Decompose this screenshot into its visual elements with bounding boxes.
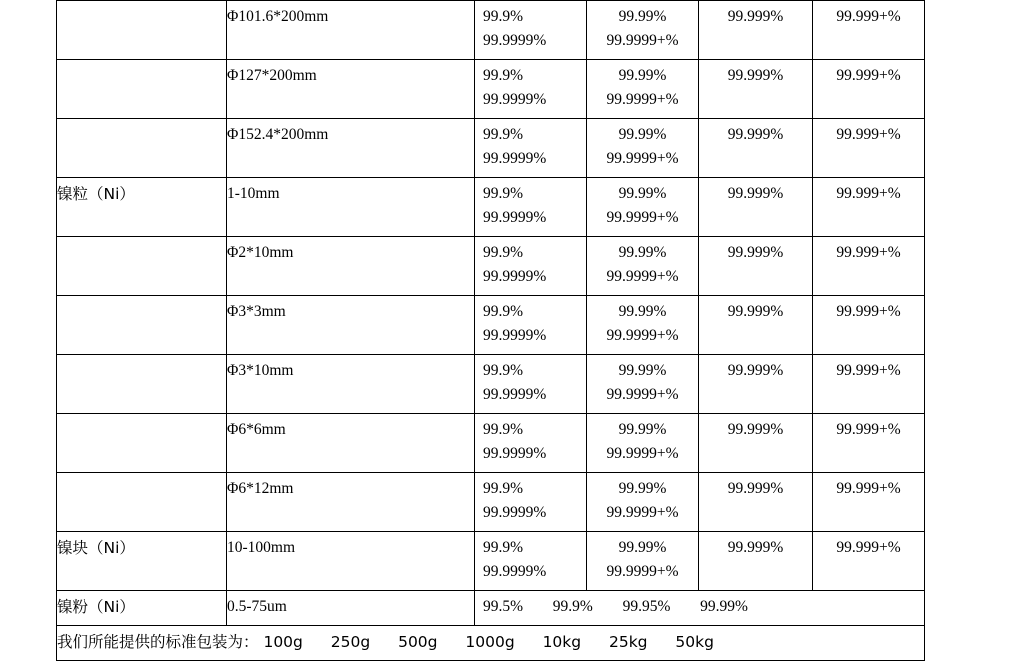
cell-purity-1 [475, 119, 587, 178]
cell-purity-1 [475, 60, 587, 119]
table-row [57, 60, 925, 119]
purity-line-1: 99.9% [483, 480, 524, 498]
cell-product-name [57, 355, 227, 414]
purity-line-2: 99.9999% [483, 445, 547, 463]
purity-line-1: 99.9% [483, 67, 524, 85]
cell-product-name [57, 119, 227, 178]
cell-purity-1 [475, 355, 587, 414]
purity-line-1: 99.99% [618, 126, 667, 144]
cell-purity-3 [699, 1, 813, 60]
purity-line-1: 99.99% [618, 244, 667, 262]
purity-line-2: 99.9999% [483, 150, 547, 168]
cell-product-name: 镍粉（Ni） [57, 591, 227, 626]
cell-size: 1-10mm [227, 178, 475, 237]
purity-line-1: 99.999% [727, 539, 784, 557]
cell-powder-purities [475, 591, 925, 626]
cell-purity-4 [813, 60, 925, 119]
cell-purity-2 [587, 355, 699, 414]
purity-line-2: 99.9999+% [606, 150, 679, 168]
purity-line-1: 99.99% [618, 539, 667, 557]
table-row [57, 178, 925, 237]
table-row [57, 473, 925, 532]
purity-line-2: 99.9999% [483, 268, 547, 286]
purity-line-1: 99.9% [483, 303, 524, 321]
package-size: 250g [330, 633, 371, 652]
purity-line-2: 99.9999+% [606, 209, 679, 227]
cell-purity-1 [475, 237, 587, 296]
purity-line-1: 99.999+% [836, 480, 901, 498]
purity-line-2: 99.9999+% [606, 386, 679, 404]
cell-product-name [57, 237, 227, 296]
purity-line-2: 99.9999+% [606, 327, 679, 345]
purity-line-2: 99.9999+% [606, 268, 679, 286]
cell-purity-1 [475, 296, 587, 355]
cell-product-name [57, 60, 227, 119]
purity-line-1: 99.999% [727, 303, 784, 321]
package-size: 25kg [608, 633, 648, 652]
cell-product-name [57, 473, 227, 532]
cell-purity-2 [587, 532, 699, 591]
cell-size: Φ152.4*200mm [227, 119, 475, 178]
cell-product-name [57, 1, 227, 60]
packaging-note [57, 626, 925, 661]
purity-line-1: 99.999+% [836, 126, 901, 144]
purity-line-1: 99.999% [727, 480, 784, 498]
purity-line-1: 99.99% [618, 421, 667, 439]
cell-purity-3 [699, 60, 813, 119]
purity-line-1: 99.99% [618, 67, 667, 85]
purity-line-1: 99.999+% [836, 539, 901, 557]
cell-purity-4 [813, 473, 925, 532]
purity-line-2: 99.9999% [483, 327, 547, 345]
cell-purity-4 [813, 414, 925, 473]
cell-size: Φ6*12mm [227, 473, 475, 532]
table-row [57, 119, 925, 178]
cell-purity-3 [699, 237, 813, 296]
cell-product-name [57, 296, 227, 355]
cell-size: Φ2*10mm [227, 237, 475, 296]
purity-value: 99.9% [552, 598, 593, 616]
cell-purity-1 [475, 178, 587, 237]
cell-purity-3 [699, 532, 813, 591]
table-row [57, 532, 925, 591]
cell-purity-4 [813, 296, 925, 355]
purity-line-1: 99.999% [727, 185, 784, 203]
cell-purity-3 [699, 178, 813, 237]
purity-line-2: 99.9999% [483, 504, 547, 522]
cell-purity-2 [587, 178, 699, 237]
purity-value: 99.95% [622, 598, 671, 616]
table-row-packaging [57, 626, 925, 661]
cell-size: 0.5-75um [227, 591, 475, 626]
purity-line-1: 99.9% [483, 362, 524, 380]
cell-purity-3 [699, 473, 813, 532]
purity-line-1: 99.9% [483, 244, 524, 262]
cell-purity-2 [587, 60, 699, 119]
cell-purity-4 [813, 1, 925, 60]
purity-line-1: 99.9% [483, 539, 524, 557]
purity-line-1: 99.999+% [836, 244, 901, 262]
cell-size: Φ101.6*200mm [227, 1, 475, 60]
cell-size: 10-100mm [227, 532, 475, 591]
cell-purity-2 [587, 296, 699, 355]
cell-purity-4 [813, 355, 925, 414]
purity-line-1: 99.999% [727, 421, 784, 439]
cell-purity-1 [475, 473, 587, 532]
purity-line-2: 99.9999+% [606, 32, 679, 50]
purity-line-1: 99.999% [727, 8, 784, 25]
purity-line-1: 99.9% [483, 126, 524, 144]
cell-size: Φ3*10mm [227, 355, 475, 414]
cell-purity-2 [587, 414, 699, 473]
cell-product-name: 镍粒（Ni） [57, 178, 227, 237]
cell-purity-1 [475, 1, 587, 60]
cell-product-name [57, 414, 227, 473]
purity-line-1: 99.999+% [836, 8, 901, 25]
purity-line-2: 99.9999% [483, 32, 547, 50]
package-size: 1000g [465, 633, 515, 652]
purity-line-2: 99.9999% [483, 91, 547, 109]
table-row [57, 237, 925, 296]
purity-value: 99.5% [483, 598, 524, 616]
purity-line-2: 99.9999+% [606, 91, 679, 109]
packaging-label: 我们所能提供的标准包装为： [57, 633, 259, 652]
purity-line-1: 99.999+% [836, 303, 901, 321]
cell-purity-4 [813, 119, 925, 178]
cell-purity-3 [699, 355, 813, 414]
table-row [57, 1, 925, 60]
cell-purity-4 [813, 178, 925, 237]
purity-line-1: 99.9% [483, 185, 524, 203]
purity-line-1: 99.99% [618, 185, 667, 203]
nickel-specification-table [56, 0, 925, 661]
cell-product-name: 镍块（Ni） [57, 532, 227, 591]
purity-line-1: 99.999+% [836, 67, 901, 85]
package-size: 100g [263, 633, 303, 652]
table-row-powder [57, 591, 925, 626]
cell-size: Φ3*3mm [227, 296, 475, 355]
purity-line-1: 99.999+% [836, 421, 901, 439]
purity-value: 99.99% [700, 598, 748, 616]
purity-line-1: 99.99% [618, 303, 667, 321]
purity-line-1: 99.999% [727, 126, 784, 144]
purity-line-1: 99.99% [618, 8, 667, 25]
purity-line-2: 99.9999+% [606, 563, 679, 581]
cell-purity-2 [587, 237, 699, 296]
purity-line-2: 99.9999+% [606, 445, 679, 463]
cell-purity-3 [699, 296, 813, 355]
cell-purity-2 [587, 119, 699, 178]
purity-line-2: 99.9999% [483, 386, 547, 404]
purity-line-1: 99.999% [727, 244, 784, 262]
cell-purity-1 [475, 532, 587, 591]
cell-purity-4 [813, 532, 925, 591]
purity-line-1: 99.999% [727, 67, 784, 85]
cell-purity-2 [587, 473, 699, 532]
purity-line-1: 99.9% [483, 421, 524, 439]
cell-size: Φ6*6mm [227, 414, 475, 473]
cell-purity-2 [587, 1, 699, 60]
cell-size: Φ127*200mm [227, 60, 475, 119]
table-row [57, 296, 925, 355]
purity-line-1: 99.999+% [836, 362, 901, 380]
table-body [57, 1, 925, 661]
cell-purity-3 [699, 414, 813, 473]
cell-purity-4 [813, 237, 925, 296]
purity-line-2: 99.9999+% [606, 504, 679, 522]
package-size: 50kg [675, 633, 714, 652]
purity-line-1: 99.999% [727, 362, 784, 380]
purity-line-1: 99.999+% [836, 185, 901, 203]
purity-line-2: 99.9999% [483, 209, 547, 227]
purity-line-2: 99.9999% [483, 563, 547, 581]
table-row [57, 414, 925, 473]
package-size: 10kg [542, 633, 582, 652]
package-size: 500g [398, 633, 438, 652]
table-row [57, 355, 925, 414]
cell-purity-1 [475, 414, 587, 473]
purity-line-1: 99.9% [483, 8, 524, 25]
purity-line-1: 99.99% [618, 480, 667, 498]
cell-purity-3 [699, 119, 813, 178]
purity-line-1: 99.99% [618, 362, 667, 380]
